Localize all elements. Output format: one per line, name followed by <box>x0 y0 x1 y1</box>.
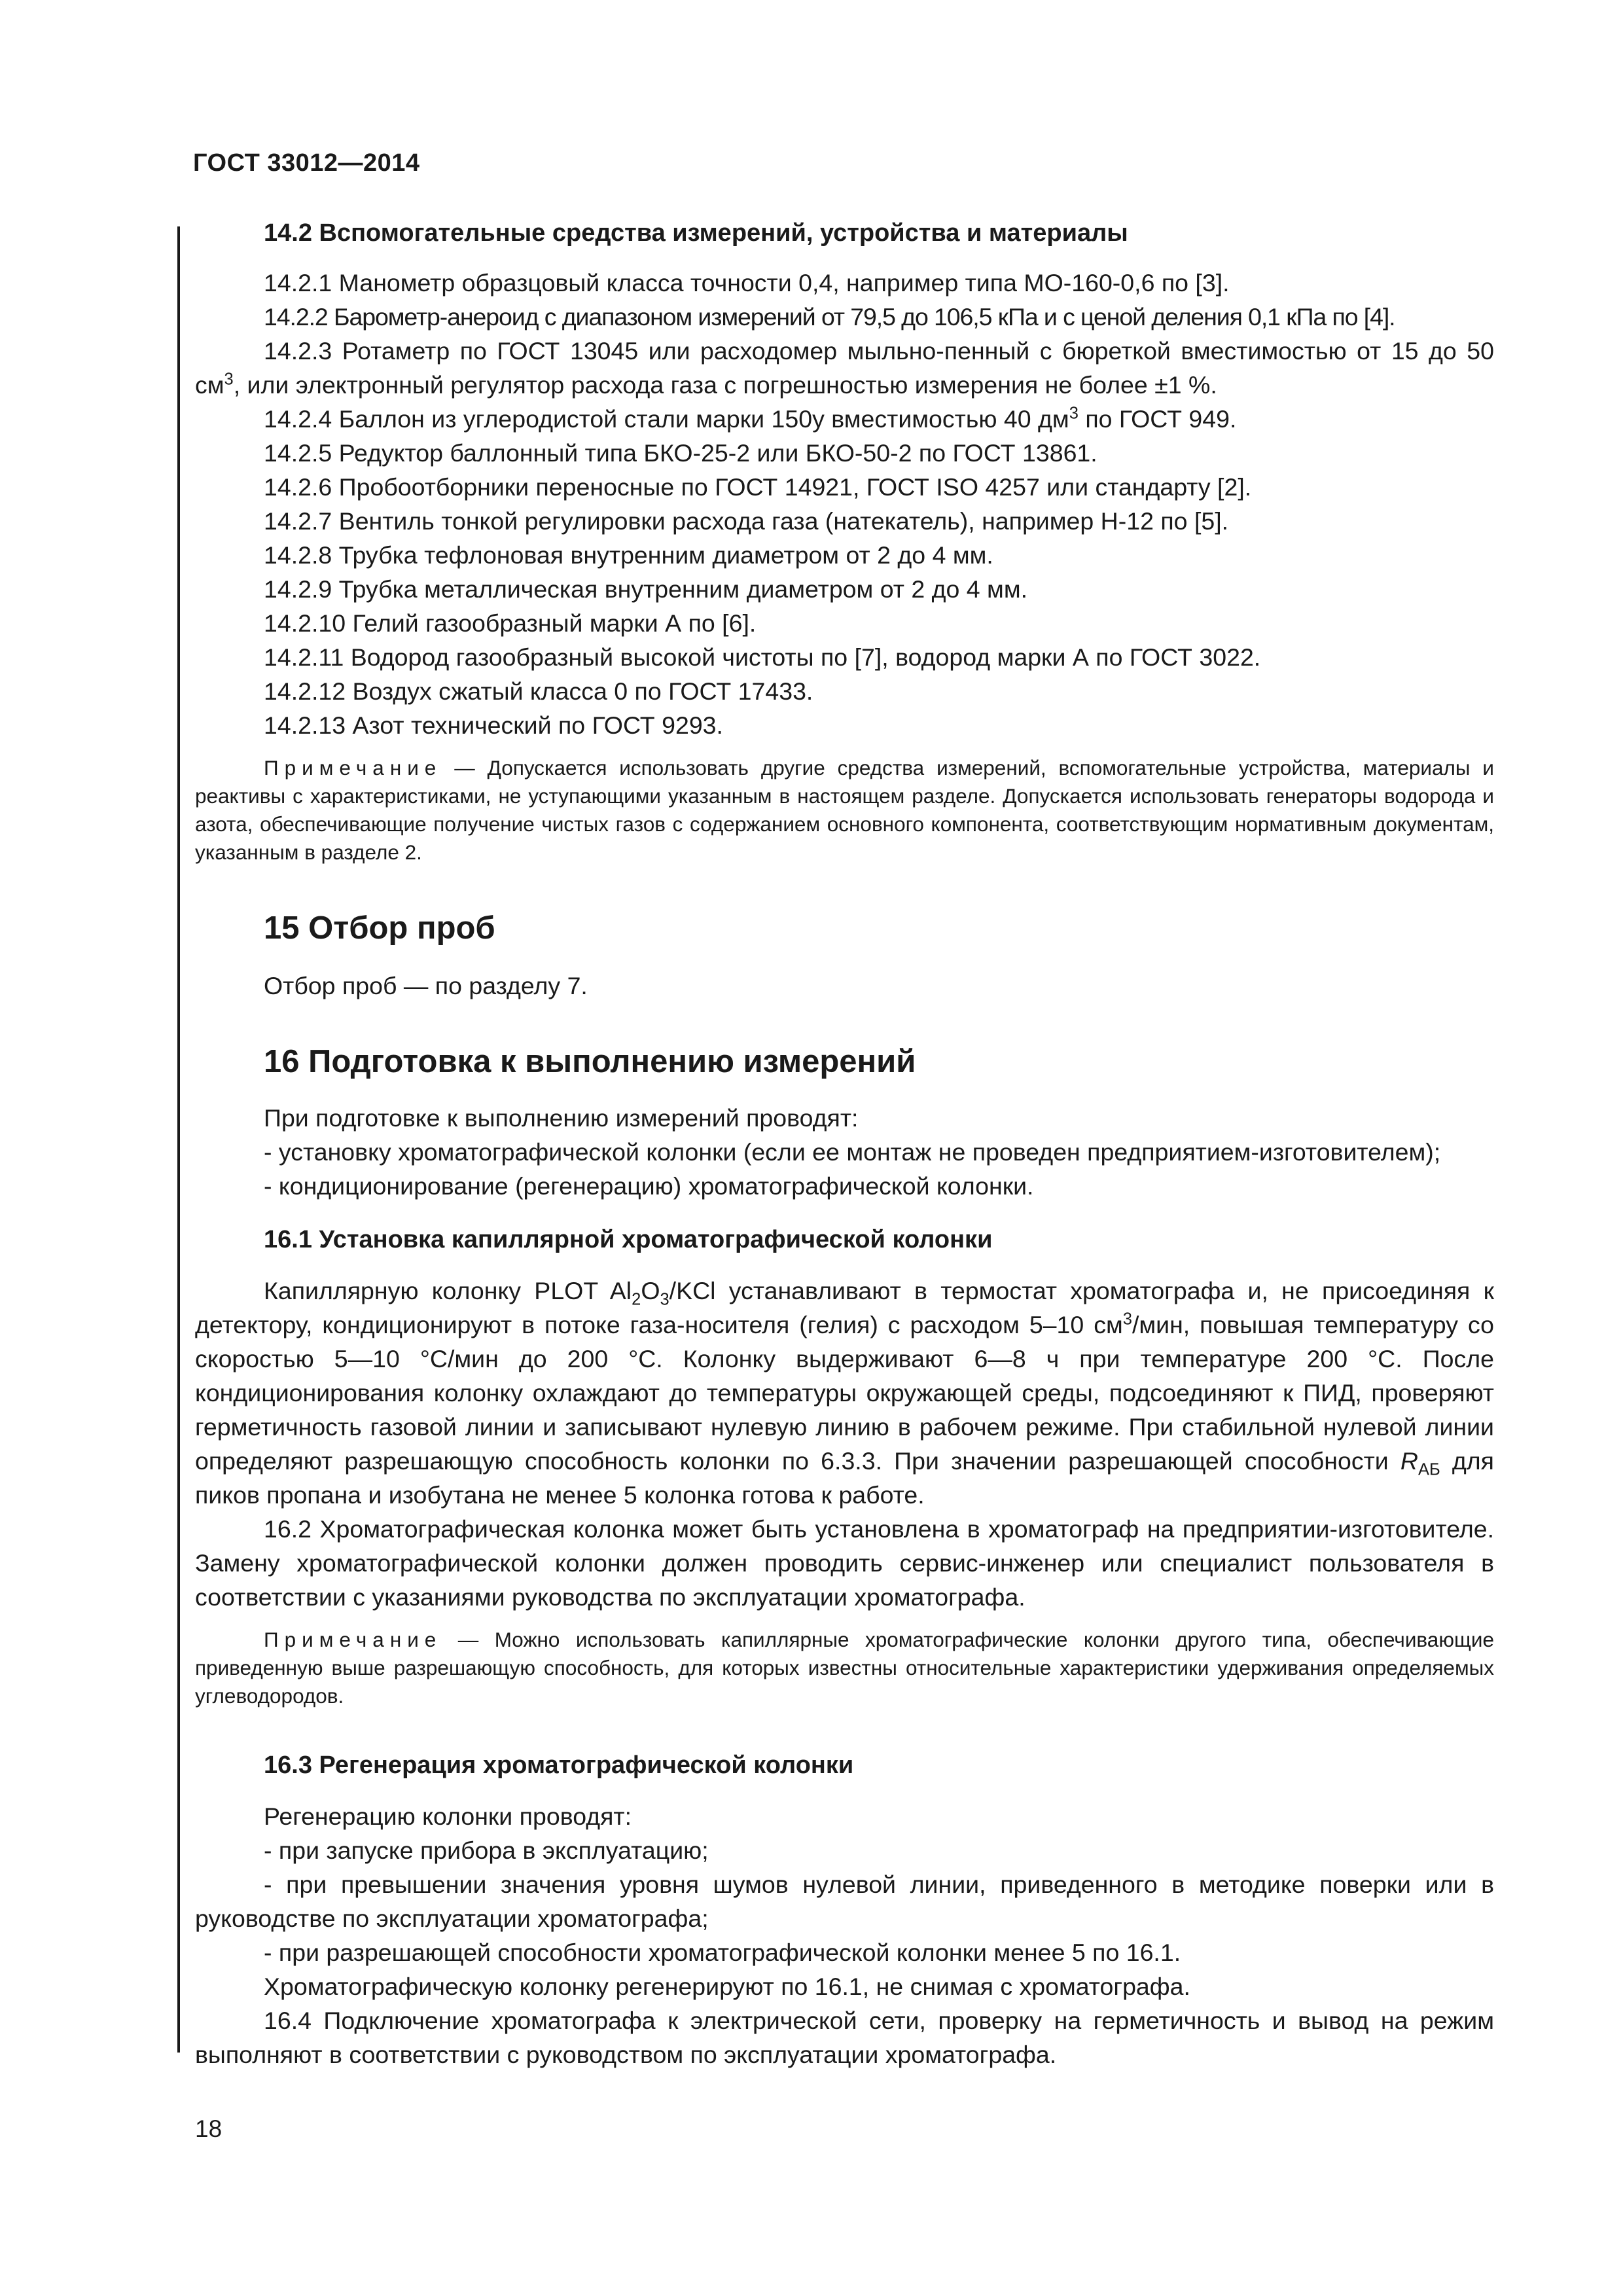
section-16-1-text: Капиллярную колонку PLOT $Al_2O_3$/KCl устанавливают в термостат хроматографа и, не присоединяя к детектору, кондиционируют в потоке газа-носителя (гелия) с расходом 5–10 $см^3$/мин, повышая температуру со скоростью 5—10 °С/мин до 200 °С. Колонку выдерживают 6—8 ч при температуре 200 °С. После кондиционирования колонку охлаждают до температуры окружающей среды, подсоединяют к ПИД, проверяют герметичность газовой линии и записывают нулевую линию в рабочем режиме. При стабильной нулевой линии определяют разрешающую способность колонки по 6.3.3. При значении разрешающей способности $R_{АБ}$ для пиков пропана и изобутана не менее 5 колонка готова к работе. <box>195 1277 1495 1509</box>
item-14-2-3: 14.2.3 Ротаметр по ГОСТ 13045 или расходомер мыльно-пенный с бюреткой вместимостью от 15 до 50 $см^3$, или электронный регулятор расхода газа с погрешностью измерения не более ±1 %. <box>195 337 1494 399</box>
heading-16-1: 16.1 Установка капиллярной хроматографической колонки <box>264 1226 993 1253</box>
revision-change-bar <box>177 226 180 2053</box>
item-14-2-8: 14.2.8 Трубка тефлоновая внутренним диаметром от 2 до 4 мм. <box>264 541 993 569</box>
section-16-intro: При подготовке к выполнению измерений проводят: <box>264 1104 859 1132</box>
section-16-2-text: 16.2 Хроматографическая колонка может быть установлена в хроматограф на предприятии-изготовителе. Замену хроматографической колонки должен проводить сервис-инженер или специалист пользователя в соответствии с указаниями руководства по эксплуатации хроматографа. <box>195 1515 1494 1611</box>
item-14-2-12: 14.2.12 Воздух сжатый класса 0 по ГОСТ 17433. <box>264 677 813 705</box>
section-16-3-bullet-2: - при превышении значения уровня шумов нулевой линии, приведенного в методике поверки или в руководстве по эксплуатации хроматографа; <box>195 1871 1494 1932</box>
section-16-3-bullet-3: - при разрешающей способности хроматографической колонки менее 5 по 16.1. <box>264 1939 1181 1966</box>
note-16-2: Примечание — Можно использовать капиллярные хроматографические колонки другого типа, обеспечивающие приведенную выше разрешающую способность, для которых известны относительные характеристики удерживания определяемых углеводородов. <box>195 1628 1494 1708</box>
heading-14-2: 14.2 Вспомогательные средства измерений, устройства и материалы <box>264 219 1128 247</box>
item-14-2-9: 14.2.9 Трубка металлическая внутренним диаметром от 2 до 4 мм. <box>264 575 1028 603</box>
item-14-2-10: 14.2.10 Гелий газообразный марки А по [6]. <box>264 609 757 637</box>
section-15-text: Отбор проб — по разделу 7. <box>264 972 588 999</box>
heading-section-15: 15 Отбор проб <box>264 910 495 946</box>
heading-16-3: 16.3 Регенерация хроматографической колонки <box>264 1751 854 1779</box>
item-14-2-7: 14.2.7 Вентиль тонкой регулировки расхода газа (натекатель), например Н-12 по [5]. <box>264 507 1229 535</box>
document-code-header: ГОСТ 33012—2014 <box>193 149 420 177</box>
item-14-2-11: 14.2.11 Водород газообразный высокой чистоты по [7], водород марки А по ГОСТ 3022. <box>264 643 1261 671</box>
item-14-2-1: 14.2.1 Манометр образцовый класса точности 0,4, например типа МО-160-0,6 по [3]. <box>264 269 1230 296</box>
item-14-2-2: 14.2.2 Барометр-анероид с диапазоном измерений от 79,5 до 106,5 кПа и с ценой деления 0,1 кПа по [4]. <box>264 303 1395 331</box>
section-16-bullet-2: - кондиционирование (регенерацию) хроматографической колонки. <box>264 1172 1034 1200</box>
page-number: 18 <box>195 2115 223 2142</box>
heading-section-16: 16 Подготовка к выполнению измерений <box>264 1044 916 1079</box>
section-16-3-bullet-1: - при запуске прибора в эксплуатацию; <box>264 1837 709 1864</box>
item-14-2-13: 14.2.13 Азот технический по ГОСТ 9293. <box>264 711 723 739</box>
section-16-bullet-1: - установку хроматографической колонки (если ее монтаж не проведен предприятием-изготовителем); <box>264 1138 1441 1166</box>
item-14-2-6: 14.2.6 Пробоотборники переносные по ГОСТ 14921, ГОСТ ISO 4257 или стандарту [2]. <box>264 473 1252 501</box>
item-14-2-5: 14.2.5 Редуктор баллонный типа БКО-25-2 или БКО-50-2 по ГОСТ 13861. <box>264 439 1097 467</box>
item-14-2-4: 14.2.4 Баллон из углеродистой стали марки 150у вместимостью 40 $дм^3$ по ГОСТ 949. <box>264 404 1237 433</box>
section-16-3-intro: Регенерацию колонки проводят: <box>264 1803 632 1830</box>
section-16-3-tail: Хроматографическую колонку регенерируют по 16.1, не снимая с хроматографа. <box>264 1973 1190 2000</box>
note-14-2: Примечание — Допускается использовать другие средства измерений, вспомогательные устройства, материалы и реактивы с характеристиками, не уступающими указанным в настоящем разделе. Допускается использовать генераторы водорода и азота, обеспечивающие получение чистых газов с содержанием основного компонента, соответствующим нормативным документам, указанным в разделе 2. <box>195 756 1494 864</box>
page-body <box>195 216 1494 2072</box>
section-16-4-text: 16.4 Подключение хроматографа к электрической сети, проверку на герметичность и вывод на режим выполняют в соответствии с руководством по эксплуатации хроматографа. <box>195 2007 1494 2068</box>
